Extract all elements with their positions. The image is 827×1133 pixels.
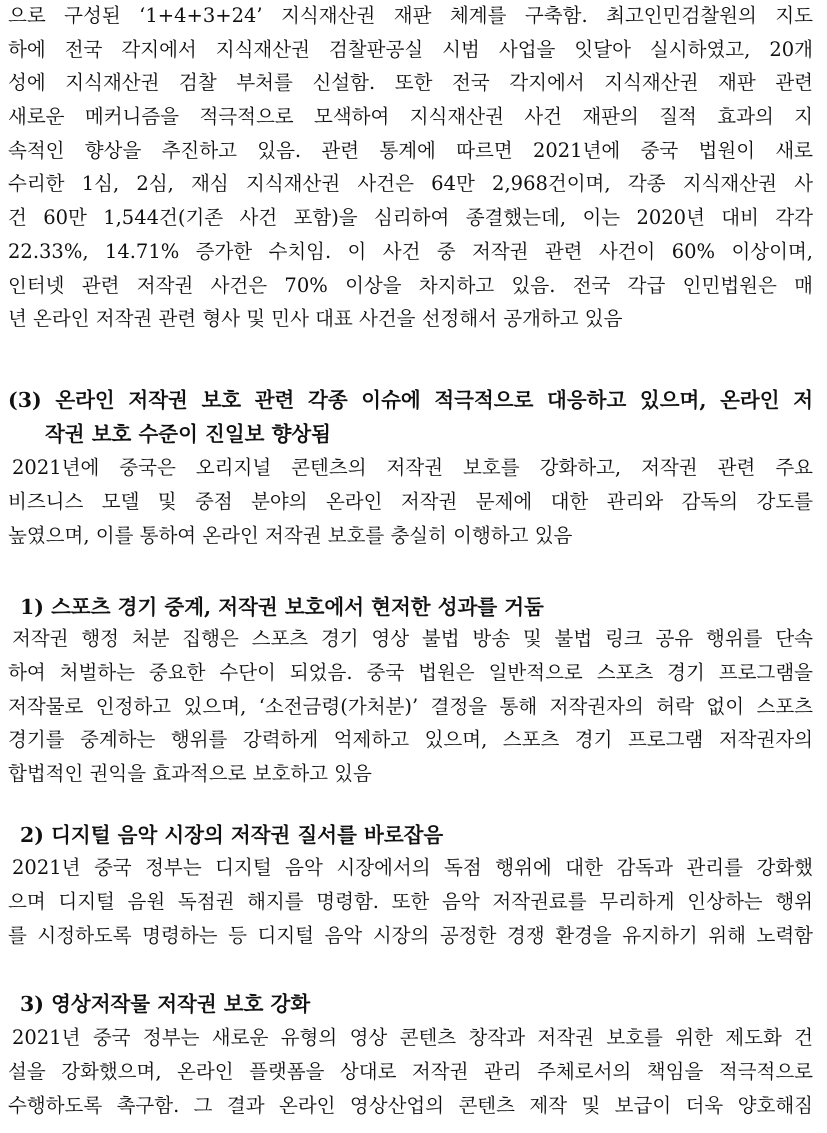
paragraph-line: 년 온라인 저작권 관련 형사 및 민사 대표 사건을 선정해서 공개하고 있음 (8, 307, 623, 330)
paragraph-line: 합법적인 권익을 효과적으로 보호하고 있음 (8, 762, 372, 785)
subsection-2-heading: 2) 디지털 음악 시장의 저작권 질서를 바로잡음 (20, 823, 444, 847)
paragraph-line: 를 시정하도록 명령하는 등 디지털 음악 시장의 공정한 경쟁 환경을 유지하기 위해 노력함 (8, 924, 813, 947)
paragraph-line: 2021년에 중국은 오리지널 콘텐츠의 저작권 보호를 강화하고, 저작권 관련 주요 (12, 456, 813, 479)
paragraph-line: 하여 처벌하는 중요한 수단이 되었음. 중국 법원은 일반적으로 스포츠 경기 프로그램을 (8, 661, 813, 684)
paragraph-line: 비즈니스 모델 및 중점 분야의 온라인 저작권 문제에 대한 관리와 감독의 강도를 (8, 490, 813, 513)
paragraph-line: 수리한 1심, 2심, 재심 지식재산권 사건은 64만 2,968건이며, 각종 지식재산권 사 (8, 172, 813, 195)
paragraph-line: 속적인 향상을 추진하고 있음. 관련 통계에 따르면 2021년에 중국 법원이 새로 (8, 139, 813, 162)
paragraph-line: 설을 강화했으며, 온라인 플랫폼을 상대로 저작권 관리 주체로서의 책임을 적극적으로 (8, 1060, 813, 1083)
paragraph-line: 높였으며, 이를 통하여 온라인 저작권 보호를 충실히 이행하고 있음 (8, 524, 573, 547)
paragraph-line: 수행하도록 촉구함. 그 결과 온라인 영상산업의 콘텐츠 제작 및 보급이 더욱 양호해짐 (8, 1094, 813, 1117)
paragraph-line: 으며 디지털 음원 독점권 해지를 명령함. 또한 음악 저작권료를 무리하게 인상하는 행위 (8, 890, 813, 913)
subsection-3-heading: 3) 영상저작물 저작권 보호 강화 (20, 992, 311, 1016)
paragraph-line: 경기를 중계하는 행위를 강력하게 억제하고 있으며, 스포츠 경기 프로그램 저작권자의 (8, 728, 813, 751)
section-3-heading: (3) 온라인 저작권 보호 관련 각종 이슈에 적극적으로 대응하고 있으며, 온라인 저 (8, 388, 813, 412)
paragraph-line: 2021년 중국 정부는 새로운 유형의 영상 콘텐츠 창작과 저작권 보호를 위한 제도화 건 (12, 1026, 813, 1049)
paragraph-line: 새로운 메커니즘을 적극적으로 모색하여 지식재산권 사건 재판의 질적 효과의 지 (8, 105, 813, 128)
subsection-1-heading: 1) 스포츠 경기 중계, 저작권 보호에서 현저한 성과를 거둠 (20, 595, 544, 619)
paragraph-line: 22.33%, 14.71% 증가한 수치임. 이 사건 중 저작권 관련 사건이 60% 이상이며, (8, 240, 813, 263)
paragraph-line: 건 60만 1,544건(기존 사건 포함)을 심리하여 종결했는데, 이는 2020년 대비 각각 (8, 206, 813, 229)
section-3-heading-cont: 작권 보호 수준이 진일보 향상됨 (45, 422, 331, 446)
paragraph-line: 인터넷 관련 저작권 사건은 70% 이상을 차지하고 있음. 전국 각급 인민법원은 매 (8, 274, 813, 297)
paragraph-line: 으로 구성된 ‘1+4+3+24’ 지식재산권 재판 체계를 구축함. 최고인민검찰원의 지도 (8, 4, 813, 27)
paragraph-line: 저작물로 인정하고 있으며, ‘소전금령(가처분)’ 결정을 통해 저작권자의 허락 없이 스포츠 (8, 695, 813, 718)
paragraph-line: 성에 지식재산권 검찰 부처를 신설함. 또한 전국 각지에서 지식재산권 재판 관련 (8, 71, 813, 94)
paragraph-line: 하에 전국 각지에서 지식재산권 검찰판공실 시범 사업을 잇달아 실시하였고, 20개 (8, 38, 813, 61)
paragraph-line: 저작권 행정 처분 집행은 스포츠 경기 영상 불법 방송 및 불법 링크 공유 행위를 단속 (12, 627, 813, 650)
paragraph-line: 2021년 중국 정부는 디지털 음악 시장에서의 독점 행위에 대한 감독과 관리를 강화했 (12, 856, 813, 879)
